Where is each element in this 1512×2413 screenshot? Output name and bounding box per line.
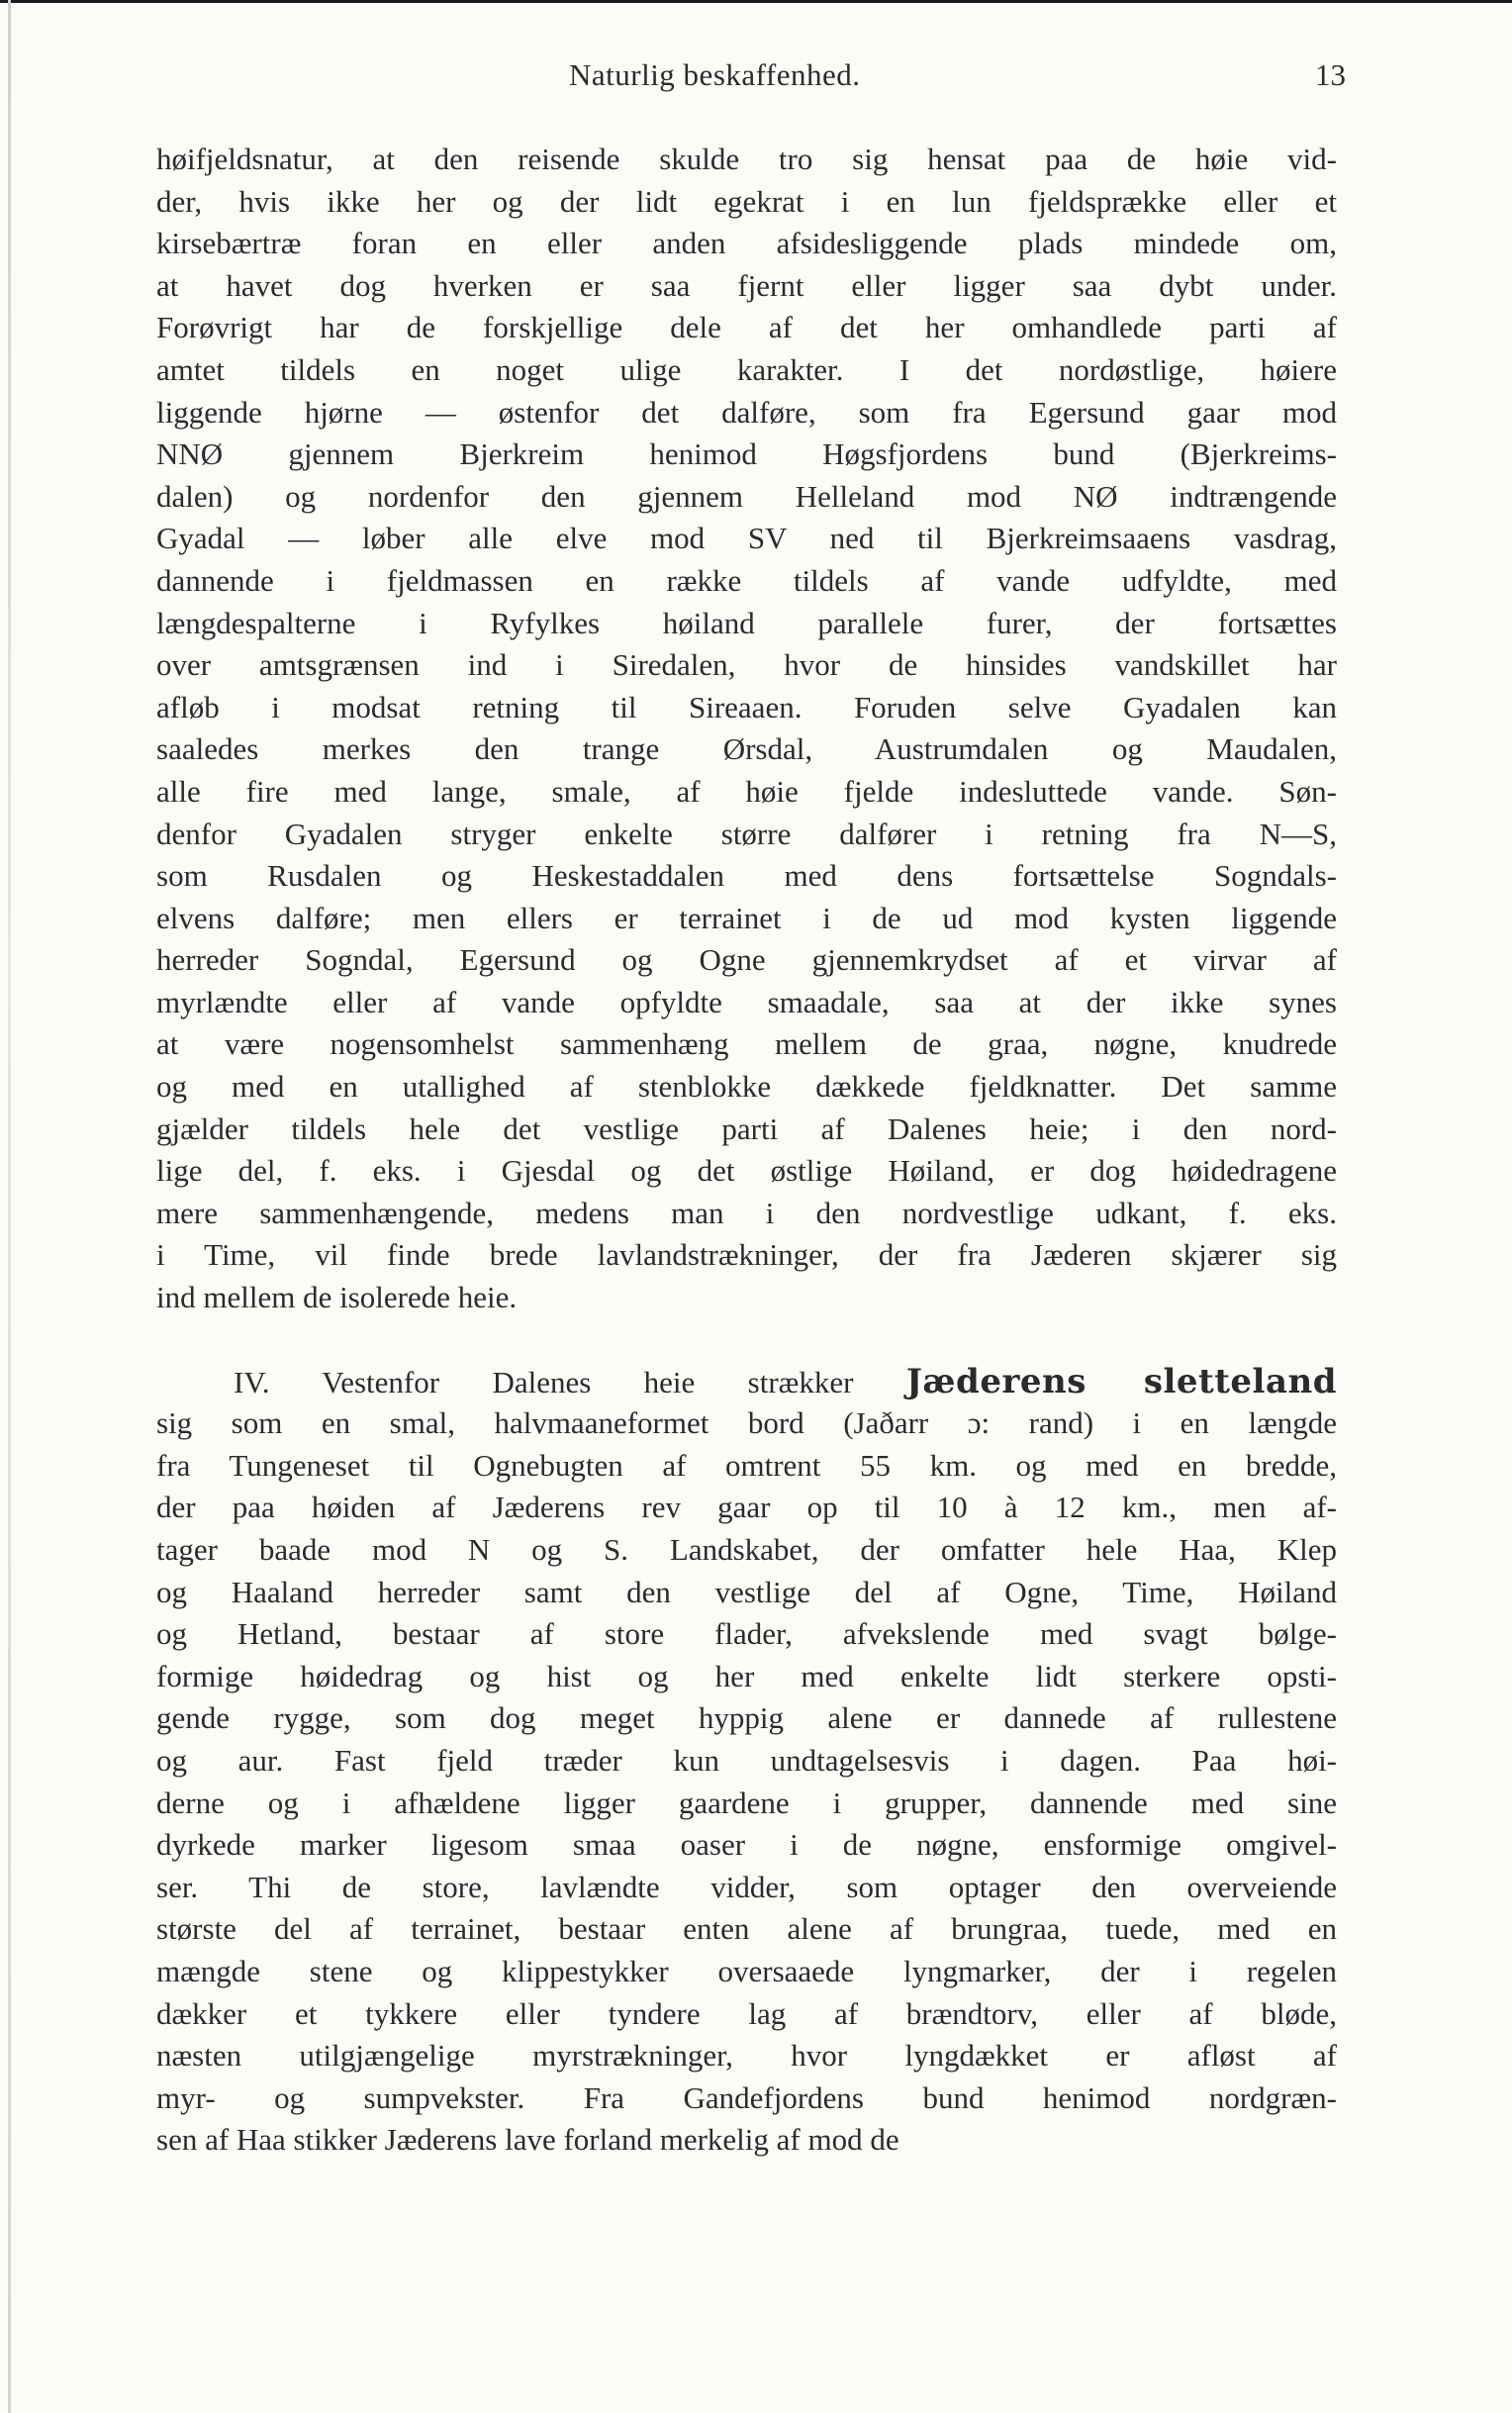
- text-line: saaledes merkes den trange Ørsdal, Austrumdalen og Maudalen,: [156, 731, 1337, 767]
- text-line: dalen) og nordenfor den gjennem Helleland mod NØ indtrængende: [156, 478, 1337, 514]
- text-line: dannende i fjeldmassen en række tildels af vande udfyldte, med: [156, 562, 1337, 598]
- page-number: 13: [1315, 57, 1346, 92]
- text-line: amtet tildels en noget ulige karakter. I det nordøstlige, høiere: [156, 351, 1337, 387]
- text-line: formige høidedrag og hist og her med enkelte lidt sterkere opsti-: [156, 1658, 1337, 1693]
- text-line: herreder Sogndal, Egersund og Ogne gjennemkrydset af et virvar af: [156, 942, 1337, 978]
- text-line: mere sammenhængende, medens man i den nordvestlige udkant, f. eks.: [156, 1195, 1337, 1230]
- text-line: og aur. Fast fjeld træder kun undtagelsesvis i dagen. Paa høi-: [156, 1742, 1337, 1778]
- text-line: som Rusdalen og Heskestaddalen med dens fortsættelse Sogndals-: [156, 858, 1337, 894]
- text-line: Gyadal — løber alle elve mod SV ned til Bjerkreimsaaens vasdrag,: [156, 521, 1337, 556]
- page-top-edge: [0, 0, 1512, 3]
- text-line: i Time, vil finde brede lavlandstrækninger, der fra Jæderen skjærer sig: [156, 1237, 1337, 1273]
- text-line: og Haaland herreder samt den vestlige del af Ogne, Time, Høiland: [156, 1574, 1337, 1609]
- text-line: der, hvis ikke her og der lidt egekrat i en lun fjeldsprække eller et: [156, 183, 1337, 219]
- text-line: mængde stene og klippestykker oversaaede lyngmarker, der i regelen: [156, 1953, 1337, 1988]
- paragraph-1: [156, 139, 1337, 1319]
- section-heading: Jæderens sletteland: [905, 1361, 1337, 1401]
- text-line: elvens dalføre; men ellers er terrainet i de ud mod kysten liggende: [156, 900, 1337, 935]
- paragraph-gap: [156, 1319, 1337, 1361]
- text-line: ser. Thi de store, lavlændte vidder, som optager den overveiende: [156, 1869, 1337, 1904]
- text-line: lige del, f. eks. i Gjesdal og det østlige Høiland, er dog høidedragene: [156, 1153, 1337, 1189]
- text-line: at havet dog hverken er saa fjernt eller ligger saa dybt under.: [156, 267, 1337, 303]
- text-line: tager baade mod N og S. Landskabet, der omfatter hele Haa, Klep: [156, 1532, 1337, 1567]
- page-header: [569, 57, 1346, 97]
- paragraph-2-lead: IV. Vestenfor Dalenes heie strækker: [234, 1364, 854, 1400]
- text-line: der paa høiden af Jæderens rev gaar op til 10 à 12 km., men af-: [156, 1490, 1337, 1525]
- text-line: afløb i modsat retning til Sireaaen. Foruden selve Gyadalen kan: [156, 689, 1337, 724]
- book-spine-shadow: [8, 0, 11, 2413]
- text-line: alle fire med lange, smale, af høie fjelde indesluttede vande. Søn-: [156, 773, 1337, 809]
- text-line: fra Tungeneset til Ognebugten af omtrent 55 km. og med en bredde,: [156, 1447, 1337, 1483]
- text-line: NNØ gjennem Bjerkreim henimod Høgsfjordens bund (Bjerkreims-: [156, 436, 1337, 472]
- text-line: [156, 1361, 1337, 1403]
- text-line: derne og i afhældene ligger gaardene i grupper, dannende med sine: [156, 1785, 1337, 1820]
- text-line: myrlændte eller af vande opfyldte smaadale, saa at der ikke synes: [156, 984, 1337, 1019]
- text-line: største del af terrainet, bestaar enten alene af brungraa, tuede, med en: [156, 1911, 1337, 1947]
- text-line: dækker et tykkere eller tyndere lag af brændtorv, eller af bløde,: [156, 1995, 1337, 2031]
- text-line: over amtsgrænsen ind i Siredalen, hvor de hinsides vandskillet har: [156, 647, 1337, 683]
- text-line: liggende hjørne — østenfor det dalføre, som fra Egersund gaar mod: [156, 394, 1337, 430]
- text-line: næsten utilgjængelige myrstrækninger, hvor lyngdækket er afløst af: [156, 2038, 1337, 2074]
- text-line: sig som en smal, halvmaaneformet bord (Jaðarr ɔ: rand) i en længde: [156, 1405, 1337, 1441]
- text-line: sen af Haa stikker Jæderens lave forland merkelig af mod de: [156, 2122, 899, 2158]
- text-line: kirsebærtræ foran en eller anden afsidesliggende plads mindede om,: [156, 226, 1337, 261]
- body-text: [156, 139, 1337, 2162]
- text-line: myr- og sumpvekster. Fra Gandefjordens bund henimod nordgræn-: [156, 2079, 1337, 2115]
- text-line: dyrkede marker ligesom smaa oaser i de nøgne, ensformige omgivel-: [156, 1827, 1337, 1863]
- text-line: og Hetland, bestaar af store flader, afvekslende med svagt bølge-: [156, 1616, 1337, 1652]
- text-line: gende rygge, som dog meget hyppig alene er dannede af rullestene: [156, 1700, 1337, 1736]
- running-title: Naturlig beskaffenhed.: [569, 57, 861, 92]
- text-line: længdespalterne i Ryfylkes høiland parallele furer, der fortsættes: [156, 605, 1337, 640]
- text-line: ind mellem de isolerede heie.: [156, 1280, 518, 1315]
- text-line: Forøvrigt har de forskjellige dele af det her omhandlede parti af: [156, 310, 1337, 345]
- text-line: og med en utallighed af stenblokke dækkede fjeldknatter. Det samme: [156, 1069, 1337, 1105]
- text-line: at være nogensomhelst sammenhæng mellem de graa, nøgne, knudrede: [156, 1026, 1337, 1062]
- paragraph-2: [156, 1361, 1337, 2162]
- text-line: høifjeldsnatur, at den reisende skulde tro sig hensat paa de høie vid-: [156, 142, 1337, 176]
- text-line: gjælder tildels hele det vestlige parti af Dalenes heie; i den nord-: [156, 1110, 1337, 1146]
- text-line: denfor Gyadalen stryger enkelte større dalfører i retning fra N—S,: [156, 816, 1337, 851]
